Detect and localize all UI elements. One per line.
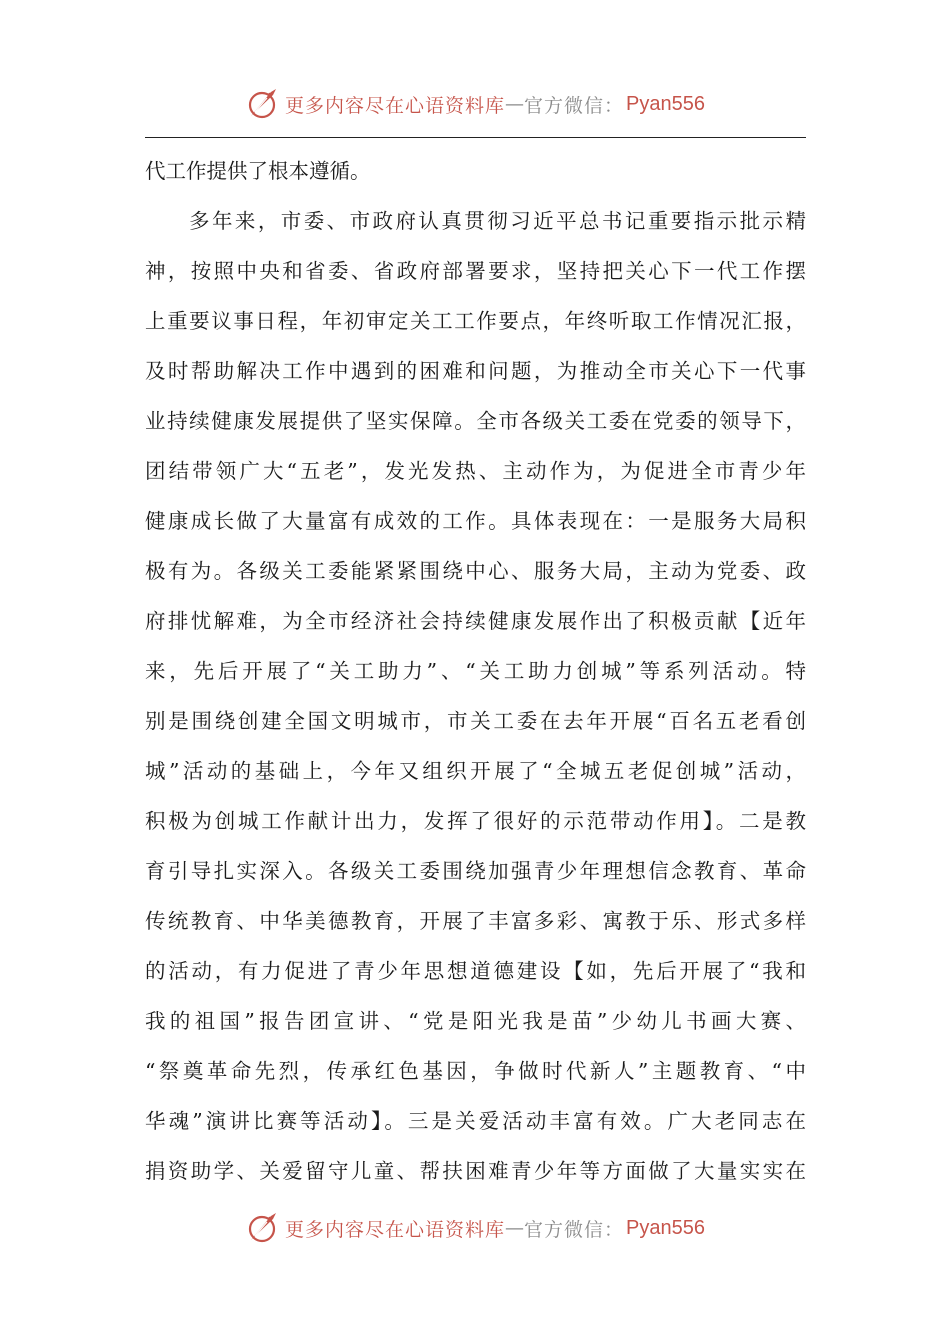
paragraph-line: 积极为创城工作献计出力，发挥了很好的示范带动作用】。二是教 [145,809,806,833]
paragraph-line: 华魂”演讲比赛等活动】。三是关爱活动丰富有效。广大老同志在 [145,1109,806,1133]
paragraph-line: 的活动，有力促进了青少年思想道德建设【如，先后开展了“我和 [145,959,806,983]
paragraph-line: 代工作提供了根本遵循。 [145,159,371,183]
header-divider [145,137,806,138]
paragraph-line: 团结带领广大“五老”，发光发热、主动作为，为促进全市青少年 [145,459,806,483]
paragraph-line: “祭奠革命先烈，传承红色基因，争做时代新人”主题教育、“中 [145,1059,806,1083]
paragraph-line: 捐资助学、关爱留守儿童、帮扶困难青少年等方面做了大量实实在 [145,1159,806,1183]
official-label: 官方微信： [524,94,625,117]
header-banner[interactable] [0,84,950,124]
paragraph-line: 多年来，市委、市政府认真贯彻习近平总书记重要指示批示精 [189,209,806,233]
paragraph-line: 府排忧解难，为全市经济社会持续健康发展作出了积极贡献【近年 [145,609,806,633]
official-label: 官方微信： [524,1218,625,1241]
wechat-id[interactable]: Pyan556 [626,92,705,115]
paragraph-line: 传统教育、中华美德教育，开展了丰富多彩、寓教于乐、形式多样 [145,909,806,933]
banner-text: 更多内容尽在心语资料库 [285,1218,506,1241]
body-text [145,146,806,1196]
paragraph-line: 育引导扎实深入。各级关工委围绕加强青少年理想信念教育、革命 [145,859,806,883]
paragraph-line: 健康成长做了大量富有成效的工作。具体表现在：一是服务大局积 [145,509,806,533]
paragraph-line: 来，先后开展了“关工助力”、“关工助力创城”等系列活动。特 [145,659,806,683]
paragraph-line: 我的祖国”报告团宣讲、“党是阳光我是苗”少幼儿书画大赛、 [145,1009,806,1033]
paragraph-line: 及时帮助解决工作中遇到的困难和问题，为推动全市关心下一代事 [145,359,806,383]
paragraph-line: 业持续健康发展提供了坚实保障。全市各级关工委在党委的领导下， [145,409,806,433]
paragraph-line: 极有为。各级关工委能紧紧围绕中心、服务大局，主动为党委、政 [145,559,806,583]
paragraph-line: 城”活动的基础上，今年又组织开展了“全城五老促创城”活动， [145,759,806,783]
paragraph-line: 上重要议事日程，年初审定关工工作要点，年终听取工作情况汇报， [145,309,806,333]
paragraph-line: 神，按照中央和省委、省政府部署要求，坚持把关心下一代工作摆 [145,259,806,283]
quill-pen-seal-icon [245,1210,281,1246]
wechat-id[interactable]: Pyan556 [626,1216,705,1239]
quill-pen-seal-icon [245,86,281,122]
banner-text: 更多内容尽在心语资料库 [285,94,506,117]
footer-banner[interactable] [0,1208,950,1248]
paragraph-line: 别是围绕创建全国文明城市，市关工委在去年开展“百名五老看创 [145,709,806,733]
banner-dash: — [505,93,525,115]
banner-dash: — [505,1217,525,1239]
